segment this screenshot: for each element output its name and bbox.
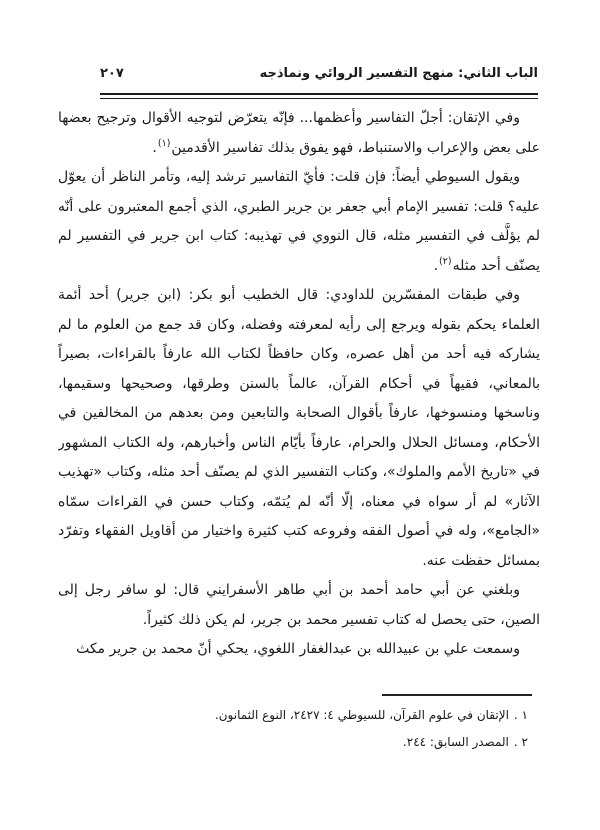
footnote-separator [382,694,532,696]
paragraph-4 [58,576,540,635]
body-text [58,104,540,686]
paragraph-5 [58,635,540,665]
page-header [100,66,538,81]
footnote-item-2 [58,729,528,756]
footnote-1-label: ١ . [513,708,528,722]
footnote-2-label: ٢ . [513,735,528,749]
footnote-2-text: المصدر السابق: ٢٤٤. [402,735,509,749]
paragraph-1-tail: . [152,139,157,156]
header-double-rule [100,93,538,99]
chapter-title: الباب الثاني: منهج التفسير الروائي ونماذجه [259,66,538,81]
footnote-ref-2: (٢) [439,255,452,267]
footnote-item-1 [58,702,528,729]
paragraph-2-text: ويقول السيوطي أيضاً: فإن قلت: فأيّ التفاسير ترشد إليه، وتأمر الناظر أن يعوّل عليه؟ قلت: تفسير الإمام أبي جعفر بن جرير الطبري، الذي أجمع المعتبرون على أنّه لم يؤلَّف في التفسير مثله، قال النووي في تهذيبه: كتاب ابن جرير في التفسير لم يصنّف أحد مثله [58,169,540,274]
paragraph-2 [58,163,540,281]
footnote-ref-1: (١) [157,137,171,149]
paragraph-3 [58,281,540,576]
paragraph-1 [58,104,540,163]
paragraph-3-text: وفي طبقات المفسّرين للداودي: قال الخطيب أبو بكر: (ابن جرير) أحد أئمة العلماء يحكم بقوله ويرجع إلى رأيه لمعرفته وفضله، وكان قد جمع من العلوم ما لم يشاركه فيه أحد من أهل عصره، وكان حافظاً لكتاب الله عارفاً بالقراءات، بصيراً بالمعاني، فقيهاً في أحكام القرآن، عالماً بالسنن وطرقها، وصحيحها وسقيمها، وناسخها ومنسوخها، عارفاً بأقوال الصحابة والتابعين ومن بعدهم من المخالفين في الأحكام، ومسائل الحلال والحرام، عارفاً بأيّام الناس وأخبارهم، وله الكتاب المشهور في «تاريخ الأمم والملوك»، وكتاب التفسير الذي لم يصنّف أحد مثله، وكتاب «تهذيب الآثار» لم أر سواه في معناه، إلّا أنّه لم يُتمّه، وكتاب حسن في القراءات سمّاه «الجامع»، وله في أصول الفقه وفروعه كتب كثيرة واختيار من أقاويل الفقهاء وتفرّد بمسائل حفظت عنه. [58,287,540,569]
paragraph-5-text: وسمعت علي بن عبيدالله بن عبدالغفار اللغوي، يحكي أنّ محمد بن جرير مكث [76,641,520,657]
footnotes [58,702,528,756]
paragraph-4-text: وبلغني عن أبي حامد أحمد بن أبي طاهر الأسفرايني قال: لو سافر رجل إلى الصين، حتى يحصل له كتاب تفسير محمد بن جرير، لم يكن ذلك كثيراً. [58,582,540,628]
paragraph-1-text: وفي الإتقان: أجلّ التفاسير وأعظمها... فإنّه يتعرّض لتوجيه الأقوال وترجيح بعضها على بعض والإعراب والاستنباط، فهو يفوق بذلك تفاسير الأقدمين [58,110,540,156]
paragraph-2-tail: . [433,257,439,274]
footnote-1-text: الإتقان في علوم القرآن، للسيوطي ٤: ٢٤٢٧، النوع الثمانون. [214,708,509,722]
page-number: ٢٠٧ [100,66,124,81]
